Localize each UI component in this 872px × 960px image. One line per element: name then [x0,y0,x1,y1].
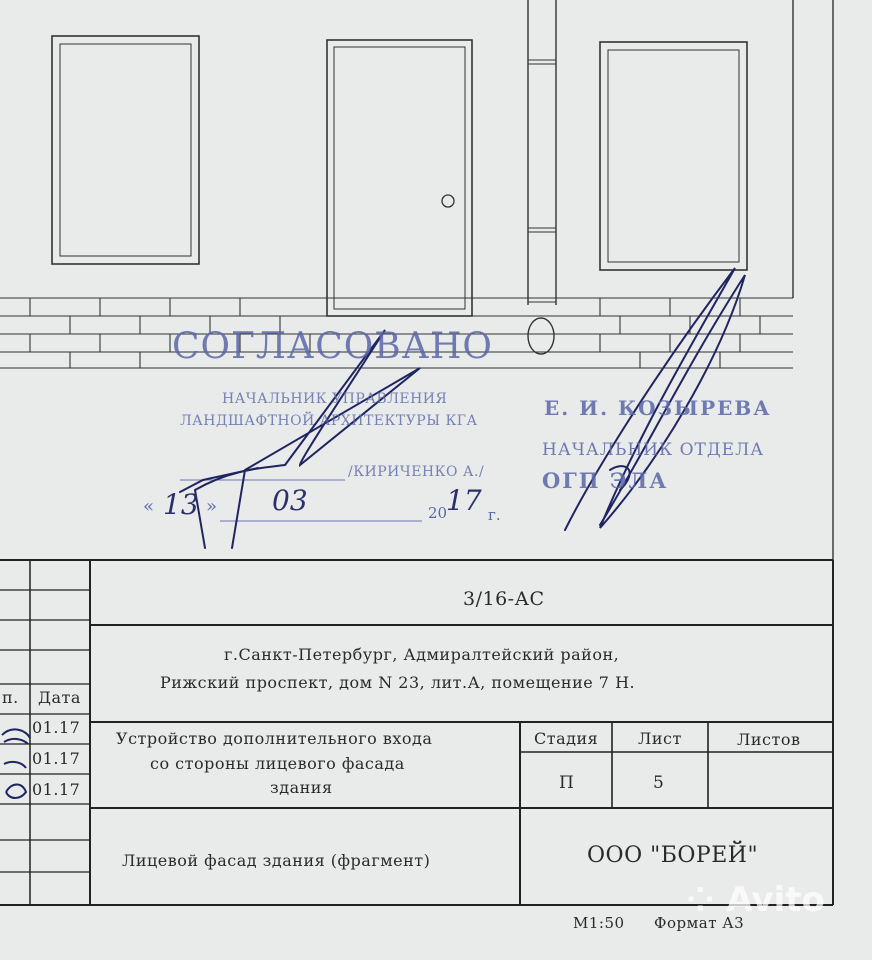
column-header-partial: п. [2,688,19,707]
stamp-position-line2: ЛАНДШАФТНОЙ АРХИТЕКТУРЫ КГА [180,413,478,429]
drainpipe-outlet [528,318,554,354]
watermark-text: Avito [726,880,825,920]
stamp-date-month: 03 [272,484,308,517]
scale: М1:50 [573,914,625,932]
watermark-dots-icon: ⁘ [686,880,715,920]
stamp-date-open: « [143,496,155,517]
right-window [600,42,747,270]
stamp-date-day: 13 [163,488,199,521]
second-stamp-position: НАЧАЛЬНИК ОТДЕЛА [542,440,765,460]
sheets-header: Листов [737,730,801,749]
stamp-title: СОГЛАСОВАНО [172,326,493,367]
description-line3: здания [270,778,333,797]
date-cell-3: 01.17 [32,780,81,799]
description-line2: со стороны лицевого фасада [150,754,405,773]
stamp-date-unit: г. [488,506,501,524]
stamp-date-year-prefix: 20 [428,504,448,522]
description-line1: Устройство дополнительного входа [116,729,433,748]
stamp-name: /КИРИЧЕНКО А./ [348,464,485,480]
stamp-date-close: » [206,496,218,517]
address-line2: Рижский проспект, дом N 23, лит.А, помещение 7 Н. [160,673,636,692]
watermark-logo [686,880,825,920]
sheet-header: Лист [638,729,682,748]
company-name: ООО "БОРЕЙ" [587,843,759,868]
second-stamp-name: Е. И. КОЗЫРЕВА [544,396,772,420]
date-cell-2: 01.17 [32,749,81,768]
door [327,40,472,316]
door-handle [442,195,454,207]
stamp-position-line1: НАЧАЛЬНИК УПРАВЛЕНИЯ [222,391,448,407]
date-cell-1: 01.17 [32,718,81,737]
drawing-name: Лицевой фасад здания (фрагмент) [122,851,431,870]
column-header-date: Дата [38,688,81,707]
left-window [52,36,199,264]
paper-format: Формат А3 [654,914,745,932]
second-stamp-label: ОГП ЭЛА [542,468,669,493]
stage-value: П [559,773,575,793]
project-code: 3/16-АС [463,588,545,610]
sheet-value: 5 [653,773,665,793]
address-line1: г.Санкт-Петербург, Адмиралтейский район, [224,645,620,664]
left-signature-marks [2,729,30,798]
stage-header: Стадия [534,729,599,748]
stamp-date-year-suffix: 17 [446,484,482,517]
